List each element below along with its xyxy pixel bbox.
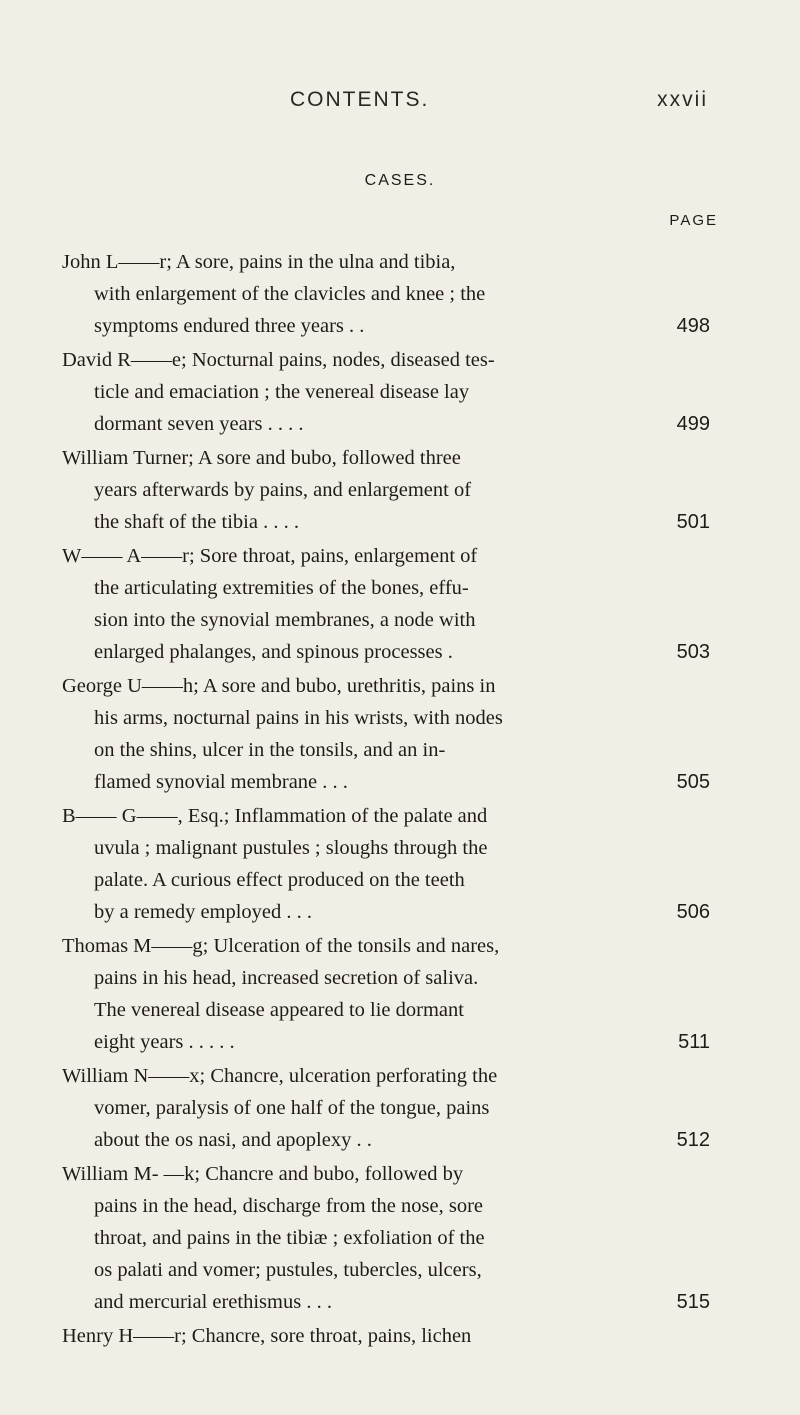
entry-line: eight years . . . . . [94, 1031, 235, 1053]
case-entry [62, 442, 710, 538]
entry-line: by a remedy employed . . . [94, 901, 313, 923]
entry-line: George U——h; A sore and bubo, urethritis, pains in [62, 675, 496, 697]
entry-line: uvula ; malignant pustules ; sloughs through the [94, 837, 488, 859]
case-entry [62, 1158, 710, 1318]
page-number: 506 [676, 901, 710, 923]
entry-line: on the shins, ulcer in the tonsils, and an in- [94, 739, 446, 761]
entry-line: Henry H——r; Chancre, sore throat, pains, lichen [62, 1325, 472, 1347]
entry-line: John L——r; A sore, pains in the ulna and tibia, [62, 251, 456, 273]
entry-line: throat, and pains in the tibiæ ; exfoliation of the [94, 1227, 485, 1249]
running-head-title: CONTENTS. [290, 88, 430, 111]
page-number: 512 [676, 1129, 710, 1151]
entry-line: William N——x; Chancre, ulceration perforating the [62, 1065, 498, 1087]
entry-line: years afterwards by pains, and enlargement of [94, 479, 472, 501]
entry-line: about the os nasi, and apoplexy . . [94, 1129, 372, 1151]
entry-line: his arms, nocturnal pains in his wrists, with nodes [94, 707, 503, 729]
page-number: 511 [678, 1031, 710, 1053]
page-column-label: PAGE [669, 212, 718, 229]
entry-line: enlarged phalanges, and spinous processes . [94, 641, 453, 663]
entry-line: W—— A——r; Sore throat, pains, enlargement of [62, 545, 478, 567]
entry-line: the shaft of the tibia . . . . [94, 511, 299, 533]
entry-line: Thomas M——g; Ulceration of the tonsils and nares, [62, 935, 500, 957]
entry-line: B—— G——, Esq.; Inflammation of the palate and [62, 805, 488, 827]
entry-line: dormant seven years . . . . [94, 413, 304, 435]
entry-line: os palati and vomer; pustules, tubercles, ulcers, [94, 1259, 482, 1281]
case-entry [62, 246, 710, 342]
page-folio: xxvii [657, 88, 708, 111]
entry-line: vomer, paralysis of one half of the tongue, pains [94, 1097, 490, 1119]
page-number: 515 [676, 1291, 710, 1313]
entry-line: The venereal disease appeared to lie dormant [94, 999, 464, 1021]
entry-line: sion into the synovial membranes, a node with [94, 609, 476, 631]
entry-line: William M- —k; Chancre and bubo, followed by [62, 1163, 464, 1185]
section-title: CASES. [364, 172, 436, 189]
entry-line: pains in his head, increased secretion of saliva. [94, 967, 479, 989]
entry-line: flamed synovial membrane . . . [94, 771, 348, 793]
page-number: 499 [676, 413, 710, 435]
case-entry [62, 670, 710, 798]
running-head [290, 88, 708, 112]
entry-line: symptoms endured three years . . [94, 315, 365, 337]
case-entry [62, 1060, 710, 1156]
cases-list [62, 246, 710, 1354]
entry-line: ticle and emaciation ; the venereal disease lay [94, 381, 470, 403]
entry-line: and mercurial erethismus . . . [94, 1291, 332, 1313]
page-number: 505 [676, 771, 710, 793]
case-entry [62, 540, 710, 668]
entry-line: palate. A curious effect produced on the teeth [94, 869, 465, 891]
entry-line: William Turner; A sore and bubo, followed three [62, 447, 461, 469]
entry-line: the articulating extremities of the bones, effu- [94, 577, 469, 599]
case-entry [62, 930, 710, 1058]
page-number: 503 [676, 641, 710, 663]
case-entry [62, 344, 710, 440]
entry-line: with enlargement of the clavicles and knee ; the [94, 283, 486, 305]
entry-line: pains in the head, discharge from the nose, sore [94, 1195, 484, 1217]
page-number: 501 [676, 511, 710, 533]
entry-line: David R——e; Nocturnal pains, nodes, diseased tes- [62, 349, 495, 371]
page-number: 498 [676, 315, 710, 337]
case-entry [62, 800, 710, 928]
case-entry [62, 1320, 710, 1352]
